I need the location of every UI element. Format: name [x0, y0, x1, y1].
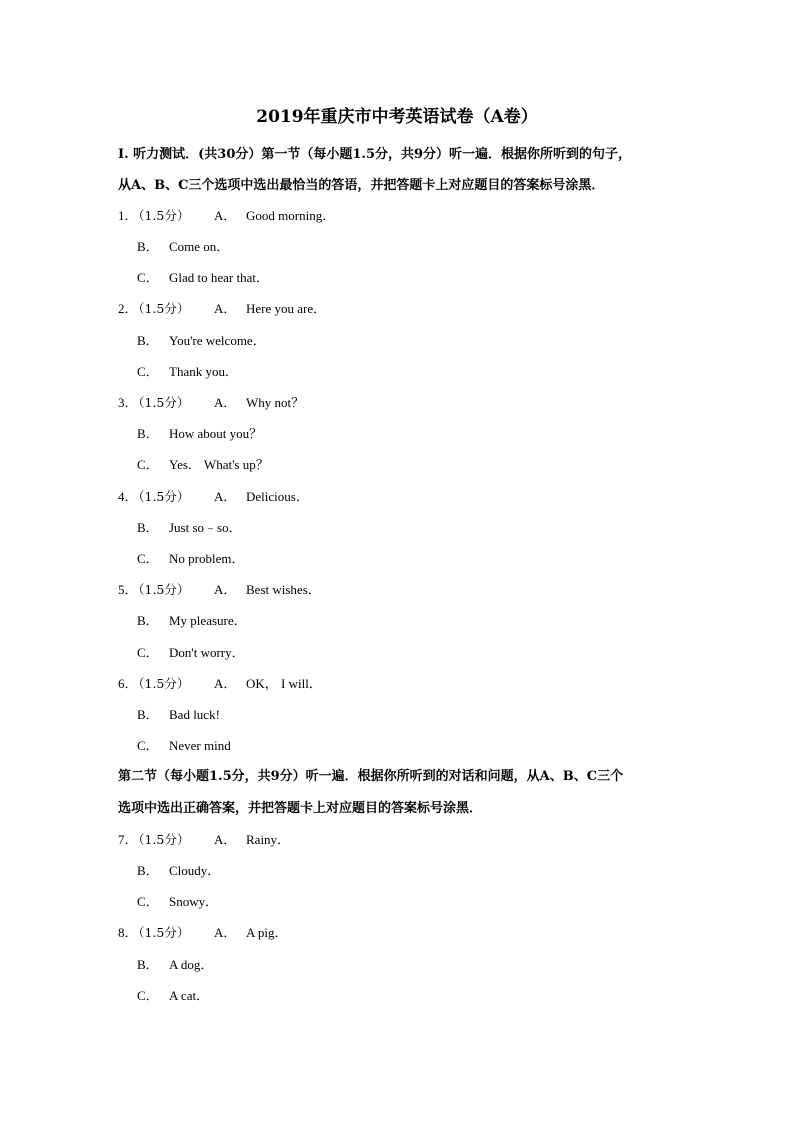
question-3-option-c: [137, 455, 269, 475]
option-text: Delicious．: [246, 489, 309, 504]
question-5-option-b: [137, 611, 247, 631]
option-letter: B．: [137, 239, 159, 254]
option-text: Come on．: [169, 239, 230, 254]
option-letter: A．: [214, 832, 237, 847]
question-5-option-c: [137, 643, 245, 663]
option-text: Thank you．: [169, 364, 238, 379]
question-score: （1.5分）: [132, 208, 190, 223]
question-score: （1.5分）: [132, 301, 190, 316]
option-text: A cat．: [169, 988, 210, 1003]
option-letter: A．: [214, 395, 237, 410]
question-3: [118, 393, 304, 413]
option-letter: C．: [137, 894, 159, 909]
option-letter: C．: [137, 645, 159, 660]
option-text: Rainy．: [246, 832, 291, 847]
question-number: 6．: [118, 676, 138, 691]
question-5: [118, 580, 321, 600]
option-letter: A．: [214, 676, 237, 691]
question-number: 7．: [118, 832, 138, 847]
option-text: Glad to hear that．: [169, 270, 269, 285]
question-8-option-c: [137, 986, 209, 1006]
section2-instruction-line1: 第二节（每小题1.5分，共9分）听一遍．根据你所听到的对话和问题，从A、B、C三个: [118, 769, 624, 784]
page-title: 2019年重庆市中考英语试卷（A卷）: [256, 107, 538, 127]
option-text: My pleasure．: [169, 613, 247, 628]
option-letter: B．: [137, 333, 159, 348]
question-7-option-b: [137, 861, 220, 881]
option-text: A dog．: [169, 957, 214, 972]
question-number: 4．: [118, 489, 138, 504]
option-text: Just so﹣so．: [169, 520, 242, 535]
option-text: A pig．: [246, 925, 288, 940]
option-text: Best wishes．: [246, 582, 321, 597]
option-text: Good morning．: [246, 208, 336, 223]
question-1-option-c: [137, 268, 269, 288]
question-8: [118, 923, 288, 943]
section2-instruction-line2: 选项中选出正确答案，并把答题卡上对应题目的答案标号涂黑．: [118, 801, 483, 816]
section1-instruction-line2: 从A、B、C三个选项中选出最恰当的答语，并把答题卡上对应题目的答案标号涂黑．: [118, 178, 605, 193]
question-6: [118, 674, 322, 694]
question-number: 1．: [118, 208, 138, 223]
option-text: Snowy．: [169, 894, 219, 909]
option-letter: B．: [137, 613, 159, 628]
question-score: （1.5分）: [132, 395, 190, 410]
option-letter: B．: [137, 520, 159, 535]
question-2: [118, 299, 326, 319]
option-text: Cloudy．: [169, 863, 221, 878]
option-letter: C．: [137, 988, 159, 1003]
option-text: Yes． What's up？: [169, 457, 269, 472]
option-letter: A．: [214, 925, 237, 940]
option-letter: C．: [137, 738, 159, 753]
option-text: No problem．: [169, 551, 245, 566]
question-1: [118, 206, 335, 226]
option-letter: B．: [137, 426, 159, 441]
option-text: How about you？: [169, 426, 263, 441]
section1-instruction-line1: I. 听力测试．(共30分）第一节（每小题1.5分，共9分）听一遍．根据你所听到的句子，: [118, 147, 632, 162]
option-letter: A．: [214, 582, 237, 597]
option-text: OK， I will．: [246, 676, 322, 691]
option-letter: C．: [137, 457, 159, 472]
question-4-option-c: [137, 549, 244, 569]
question-number: 5．: [118, 582, 138, 597]
option-text: Bad luck!: [169, 707, 220, 722]
question-score: （1.5分）: [132, 582, 190, 597]
question-8-option-b: [137, 955, 213, 975]
question-3-option-b: [137, 424, 262, 444]
question-number: 2．: [118, 301, 138, 316]
option-letter: B．: [137, 863, 159, 878]
option-text: Never mind: [169, 738, 231, 753]
option-letter: A．: [214, 208, 237, 223]
question-7-option-c: [137, 892, 218, 912]
question-score: （1.5分）: [132, 489, 190, 504]
option-letter: B．: [137, 957, 159, 972]
option-text: Why not？: [246, 395, 305, 410]
option-letter: B．: [137, 707, 159, 722]
question-2-option-b: [137, 331, 266, 351]
option-letter: C．: [137, 364, 159, 379]
option-text: Don't worry．: [169, 645, 245, 660]
question-number: 8．: [118, 925, 138, 940]
option-letter: C．: [137, 551, 159, 566]
question-6-option-b: [137, 705, 220, 725]
question-4: [118, 487, 309, 507]
question-score: （1.5分）: [132, 832, 190, 847]
question-2-option-c: [137, 362, 238, 382]
question-6-option-c: [137, 736, 231, 756]
option-text: Here you are．: [246, 301, 327, 316]
option-letter: A．: [214, 489, 237, 504]
question-4-option-b: [137, 518, 242, 538]
option-text: You're welcome．: [169, 333, 266, 348]
question-7: [118, 830, 290, 850]
question-score: （1.5分）: [132, 676, 190, 691]
option-letter: A．: [214, 301, 237, 316]
question-score: （1.5分）: [132, 925, 190, 940]
question-1-option-b: [137, 237, 229, 257]
option-letter: C．: [137, 270, 159, 285]
question-number: 3．: [118, 395, 138, 410]
